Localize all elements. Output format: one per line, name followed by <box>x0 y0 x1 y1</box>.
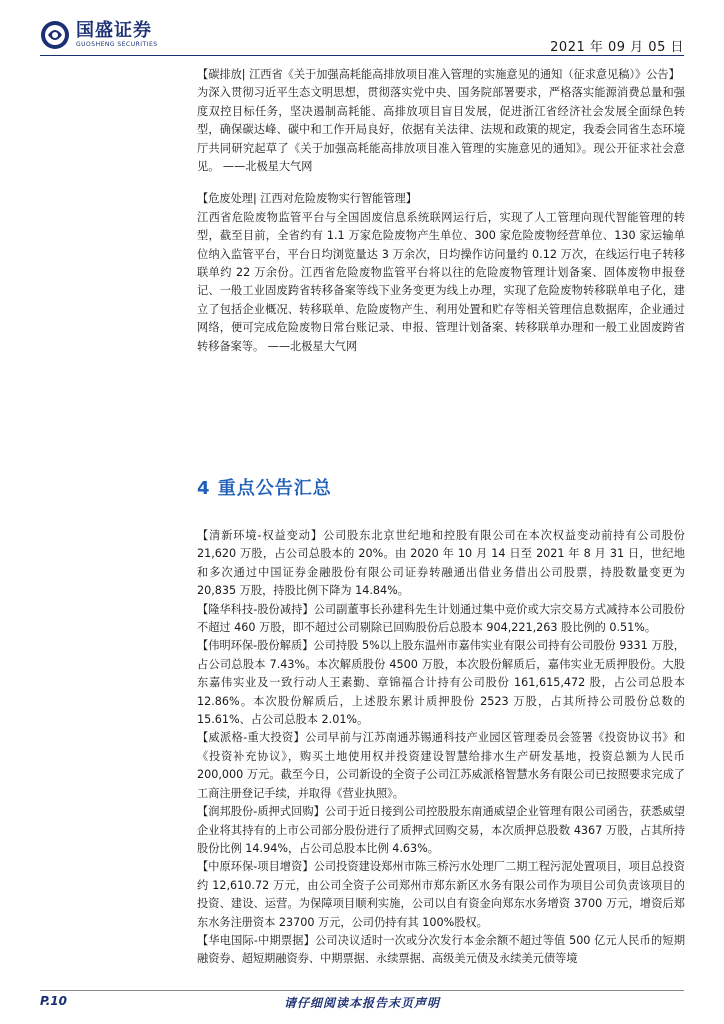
announcement-body: 公司早前与江苏南通苏锡通科技产业园区管理委员会签署《投资协议书》和《投资补充协议》，购买土地使用权并投资建设智慧给排水生产研发基地，投资总额为人民币 200,000 万元。截至今日，公司新设的全资子公司江苏威派格智慧水务有限公司已按照要求完成了工商注册登记手续，并取得《营业执照》。 <box>197 731 685 800</box>
announcement-body: 公司投资建设郑州市陈三桥污水处理厂二期工程污泥处置项目，项目总投资约 12,610.72 万元，由公司全资子公司郑州市郑东新区水务有限公司作为项目公司负责该项目的投资、建设、运营。为保障项目顺利实施，公司以自有资金向郑东水务增资 3700 万元，增资后郑东水务注册资本 23700 万元，公司仍持有其 100%股权。 <box>197 860 685 929</box>
news-item <box>197 66 685 84</box>
news-body: 为深入贯彻习近平生态文明思想，贯彻落实党中央、国务院部署要求，严格落实能源消费总量和强度双控目标任务，坚决遏制高耗能、高排放项目盲目发展，促进浙江省经济社会发展全面绿色转型，确保碳达峰、碳中和工作开局良好，依据有关法律、法规和政策的规定，我委会同省生态环境厅共同研究起草了《关于加强高耗能高排放项目准入管理的实施意见的通知》。现公开征求社会意见。 ——北极星大气网 <box>197 86 685 174</box>
announcement-body: 公司股东北京世纪地和控股有限公司在本次权益变动前持有公司股份 21,620 万股，占公司总股本的 20%。由 2020 年 10 月 14 日至 2021 年 8 月 31 日，世纪地和多次通过中国证券金融股份有限公司证券转融通出借业务借出公司股票，持股数量变更为 20,835 万股，持股比例下降为 14.84%。 <box>197 529 685 598</box>
report-date: 2021 年 09 月 05 日 <box>550 40 684 55</box>
announcement-item <box>197 637 685 729</box>
footer-divider <box>40 990 684 991</box>
announcement-body: 公司持股 5%以上股东温州市嘉伟实业有限公司持有公司股份 9331 万股，占公司总股本 7.43%。本次解质股份 4500 万股，本次股份解质后，嘉伟实业无质押股份。大股东嘉伟实业及一致行动人王素勤、章锦福合计持有公司股份 161,615,472 股，占公司总股本 12.86%。本次股份解质后，上述股东累计质押股份 2523 万股，占其所持公司股份总数的 15.61%、占公司总股本 2.01%。 <box>197 639 685 727</box>
page-number: P.10 <box>40 994 67 1008</box>
news-body: 江西省危险废物监管平台与全国固废信息系统联网运行后，实现了人工管理向现代智能管理的转型，截至目前，全省约有 1.1 万家危险废物产生单位、300 家危险废物经营单位、130 家运输单位纳入监管平台，平台日均浏览量达 3 万余次，日均操作访问量约 0.12 万次，在线运行电子转移联单约 22 万余份。江西省危险废物监管平台将以往的危险废物管理计划备案、固体废物申报登记、一般工业固废跨省转移备案等线下业务变更为线上办理，实现了危险废物转移联单电子化，建立了包括企业概况、转移联单、危险废物产生、利用处置和贮存等相关管理信息数据库，企业通过网络，便可完成危险废物日常台账记录、申报、管理计划备案、转移联单办理和一般工业固废跨省转移备案等。 ——北极星大气网 <box>197 210 685 353</box>
announcement-body: 公司决议适时一次或分次发行本金余额不超过等值 500 亿元人民币的短期融资券、超短期融资券、中期票据、永续票据、高级美元债及永续美元债等境 <box>197 933 686 966</box>
announcement-tag: 【润邦股份-质押式回购】 <box>197 805 325 819</box>
guosheng-logo-icon <box>40 20 70 50</box>
announcement-item <box>197 932 685 969</box>
announcement-tag: 【伟明环保-股份解质】 <box>197 639 314 653</box>
logo-name-en: GUOSHENG SECURITIES <box>76 41 158 48</box>
announcement-tag: 【威派格-重大投资】 <box>197 731 306 745</box>
section-heading: 4 重点公告汇总 <box>197 478 332 499</box>
industry-news-section <box>197 66 685 356</box>
header-divider <box>40 55 684 56</box>
company-logo <box>40 20 158 50</box>
announcement-item <box>197 601 685 638</box>
logo-name-cn: 国盛证券 <box>76 20 152 41</box>
announcement-item <box>197 729 685 803</box>
announcement-item <box>197 858 685 932</box>
news-tag: 【碳排放| 江西省《关于加强高耗能高排放项目准入管理的实施意见的通知（征求意见稿）》公告】 <box>197 68 680 81</box>
announcement-item <box>197 527 685 601</box>
news-item <box>197 190 685 208</box>
announcement-tag: 【中原环保-项目增资】 <box>197 860 314 874</box>
announcement-tag: 【隆华科技-股份减持】 <box>197 602 314 616</box>
news-tag: 【危废处理| 江西对危险废物实行智能管理】 <box>197 192 417 206</box>
announcement-tag: 【华电国际-中期票据】 <box>197 933 316 947</box>
announcement-item <box>197 803 685 858</box>
footer-disclaimer: 请仔细阅读本报告末页声明 <box>283 996 440 1010</box>
announcement-body: 公司副董事长孙建科先生计划通过集中竞价或大宗交易方式减持本公司股份不超过 460 万股，即不超过公司剔除已回购股份后总股本 904,221,263 股比例的 0.51%。 <box>197 602 685 635</box>
page-header <box>0 0 724 62</box>
announcement-body: 公司于近日接到公司控股股东南通威望企业管理有限公司函告，获悉威望企业将其持有的上市公司部分股份进行了质押式回购交易，本次质押总股数 4367 万股，占其所持股份比例 14.94%，占公司总股本比例 4.63%。 <box>197 805 685 855</box>
announcement-tag: 【清新环境-权益变动】 <box>197 529 323 542</box>
announcements-section <box>197 527 685 969</box>
